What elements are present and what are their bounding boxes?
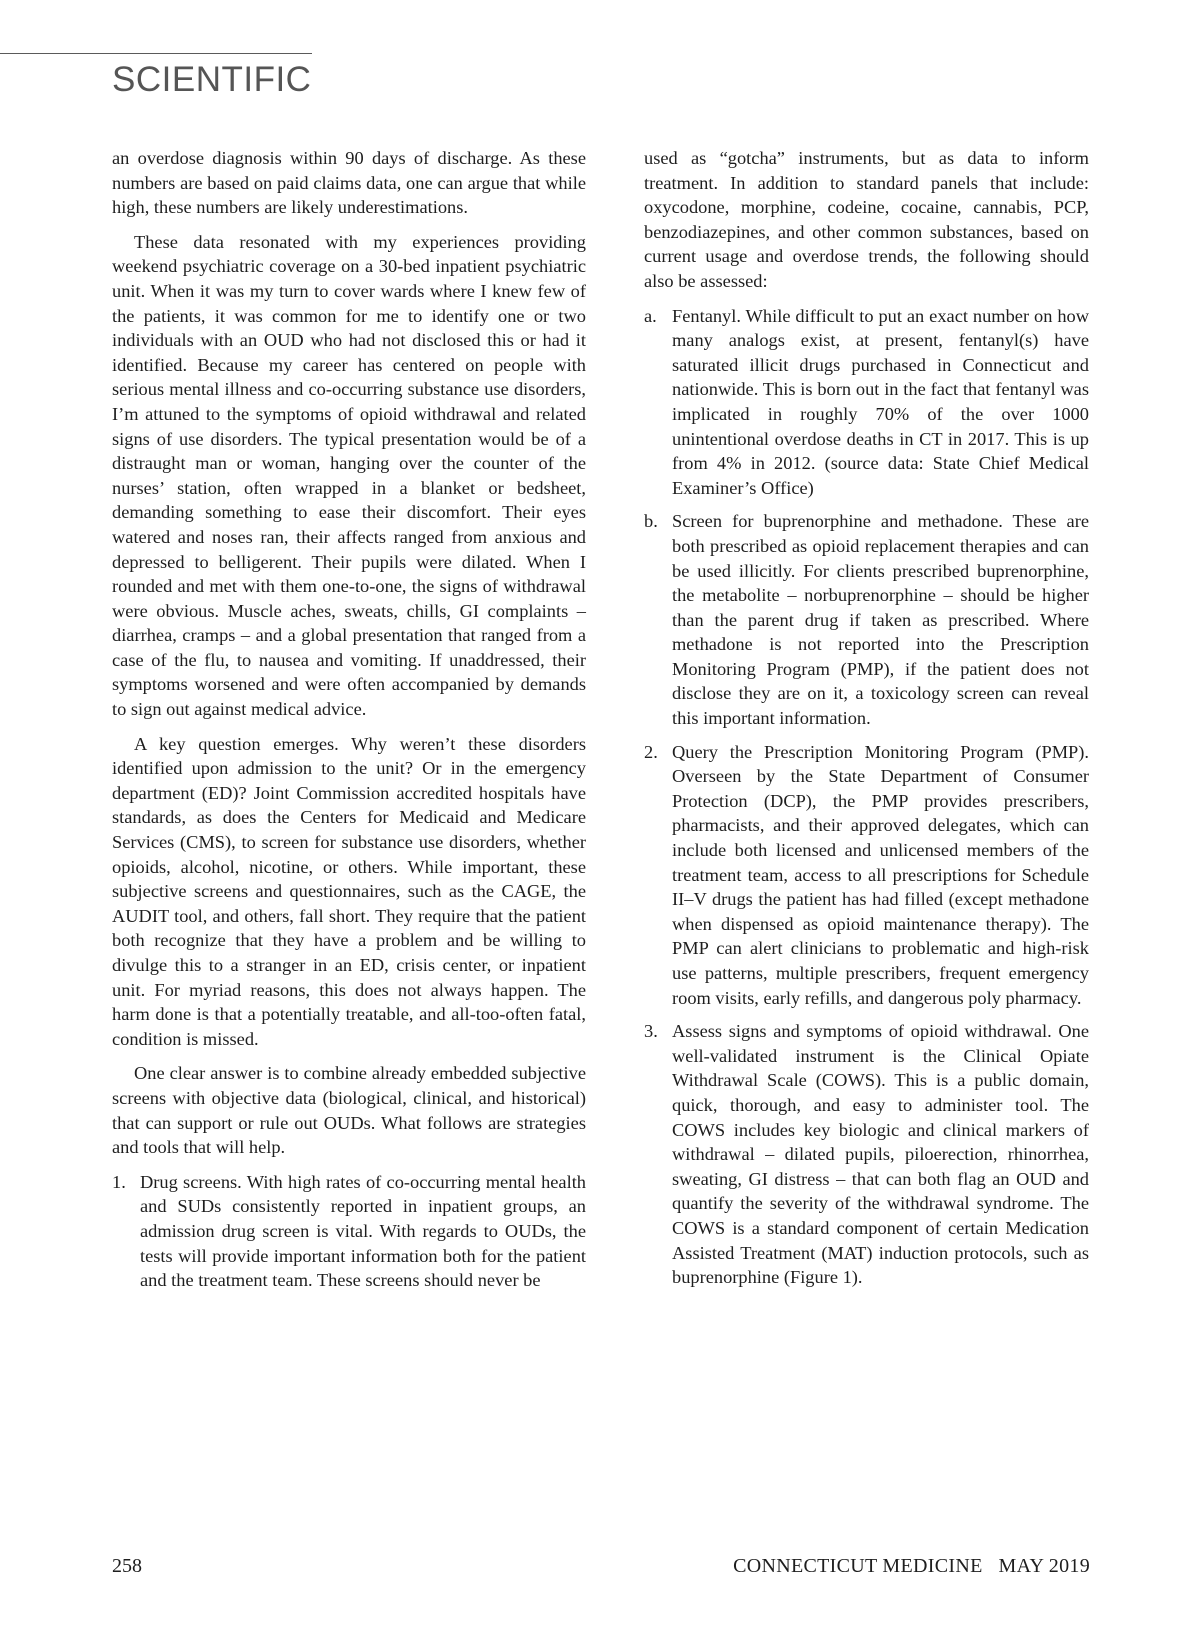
- list-marker: 2.: [644, 741, 658, 762]
- list-item-text: Fentanyl. While difficult to put an exact number on how many analogs exist, at present, fentanyl(s) have saturated illicit drugs purchased in Connecticut and nationwide. This is born out in the fact that fentanyl was implicated in roughly 70% of the over 1000 unintentional overdose deaths in CT in 2017. This is up from 4% in 2012. (source data: State Chief Medical Examiner’s Office): [672, 305, 1089, 498]
- list-marker: 1.: [112, 1171, 126, 1192]
- sub-list-item: [644, 304, 1089, 501]
- list-item: [644, 1019, 1089, 1290]
- list-item-text: Query the Prescription Monitoring Program (PMP). Overseen by the State Department of Consumer Protection (DCP), the PMP provides prescribers, pharmacists, and their approved delegates, which can include both licensed and unlicensed members of the treatment team, access to all prescriptions for Schedule II–V drugs the patient has had filled (except methadone when dispensed as opioid maintenance therapy). The PMP can alert clinicians to problematic and high-risk use patterns, multiple prescribers, frequent emergency room visits, early refills, and dangerous poly pharmacy.: [672, 741, 1089, 1008]
- list-marker: b.: [644, 511, 658, 532]
- paragraph: A key question emerges. Why weren’t these disorders identified upon admission to the unit? Or in the emergency department (ED)? Joint Commission accredited hospitals have standards, as does the Centers for Medicaid and Medicare Services (CMS), to screen for substance use disorders, whether opioids, alcohol, nicotine, or others. While important, these subjective screens and questionnaires, such as the CAGE, the AUDIT tool, and others, fall short. They require that the patient both recognize that they have a problem and be willing to divulge this to a stranger in an ED, crisis center, or inpatient unit. For myriad reasons, this does not always happen. The harm done is that a potentially treatable, and all-too-often fatal, condition is missed.: [112, 733, 586, 1049]
- list-marker: 3.: [644, 1021, 658, 1042]
- paragraph: an overdose diagnosis within 90 days of discharge. As these numbers are based on paid claims data, one can argue that while high, these numbers are likely underestimations.: [112, 148, 586, 218]
- list-item-text: Assess signs and symptoms of opioid withdrawal. One well-validated instrument is the Clinical Opiate Withdrawal Scale (COWS). This is a public domain, quick, thorough, and easy to administer tool. The COWS includes key biologic and clinical markers of withdrawal – dilated pupils, piloerection, rhinorrhea, sweating, GI distress – that can both flag an OUD and quantify the severity of the withdrawal syndrome. The COWS is a standard component of certain Medication Assisted Treatment (MAT) induction protocols, such as buprenorphine (Figure 1).: [672, 1021, 1089, 1288]
- paragraph: These data resonated with my experiences providing weekend psychiatric coverage on a 30-bed inpatient psychiatric unit. When it was my turn to cover wards where I knew few of the patients, it was common for me to identify one or two individuals with an OUD who had not disclosed this or had it identified. Because my career has centered on people with serious mental illness and co-occurring substance use disorders, I’m attuned to the symptoms of opioid withdrawal and related signs of use disorders. The typical presentation would be of a distraught man or woman, hanging over the counter of the nurses’ station, often wrapped in a blanket or bedsheet, demanding something to ease their discomfort. Their eyes watered and noses ran, their affects ranged from anxious and depressed to belligerent. Their pupils were dilated. When I rounded and met with them one-to-one, the signs of withdrawal were obvious. Muscle aches, sweats, chills, GI complaints – diarrhea, cramps – and a global presentation that ranged from a case of the flu, to nausea and vomiting. If unaddressed, their symptoms worsened and were often accompanied by demands to sign out against medical advice.: [112, 231, 586, 720]
- right-column: [644, 146, 1089, 1299]
- list-item: [112, 1170, 586, 1293]
- left-column: [112, 146, 586, 1302]
- section-title: SCIENTIFIC: [112, 60, 312, 99]
- paragraph: One clear answer is to combine already embedded subjective screens with objective data (biological, clinical, and historical) that can support or rule out OUDs. What follows are strategies and tools that will help.: [112, 1063, 586, 1158]
- list-item-text: Screen for buprenorphine and methadone. These are both prescribed as opioid replacement therapies and can be used illicitly. For clients prescribed buprenorphine, the metabolite – norbuprenorphine – should be higher than the parent drug if taken as prescribed. Where methadone is not reported into the Prescription Monitoring Program (PMP), if the patient does not disclose they are on it, a toxicology screen can reveal this important information.: [672, 511, 1089, 729]
- page-number: 258: [112, 1555, 142, 1577]
- list-item-text: Drug screens. With high rates of co-occurring mental health and SUDs consistently reported in inpatient groups, an admission drug screen is vital. With regards to OUDs, the tests will provide important information both for the patient and the treatment team. These screens should never be: [140, 1171, 586, 1291]
- list-item: [644, 740, 1089, 1011]
- journal-footer: CONNECTICUT MEDICINE MAY 2019: [733, 1555, 1090, 1577]
- sub-list-item: [644, 509, 1089, 730]
- list-marker: a.: [644, 305, 657, 326]
- header-rule: [0, 53, 312, 54]
- paragraph: used as “gotcha” instruments, but as data to inform treatment. In addition to standard panels that include: oxycodone, morphine, codeine, cocaine, cannabis, PCP, benzodiazepines, and other common substances, based on current usage and overdose trends, the following should also be assessed:: [644, 148, 1089, 291]
